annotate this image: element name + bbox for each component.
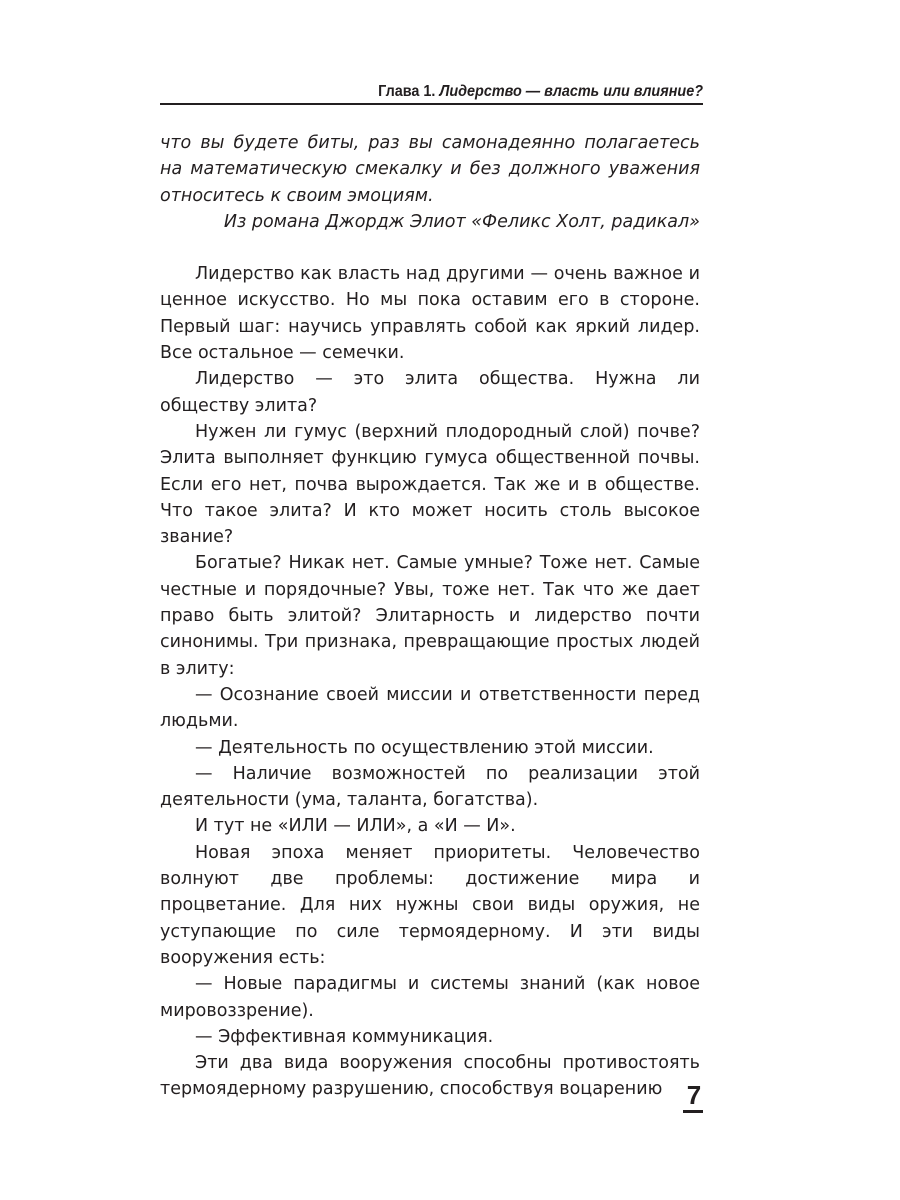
list-item: — Новые парадигмы и системы знаний (как новое мировоззрение).	[160, 974, 700, 1021]
header-rule	[160, 103, 703, 105]
epigraph-text: что вы будете биты, раз вы самонадеянно полагаетесь на математическую смекалку и без должного уважения относитесь к своим эмоциям.	[160, 133, 700, 206]
paragraph: Эти два вида вооружения способны противостоять термоядерному разрушению, способствуя воцарению	[160, 1053, 700, 1100]
list-item: — Эффективная коммуникация.	[195, 1026, 494, 1047]
page-body	[160, 130, 700, 1103]
running-header	[214, 82, 703, 102]
list-item: — Деятельность по осуществлению этой миссии.	[195, 737, 654, 758]
page-number-rule	[683, 1110, 703, 1113]
paragraph: Нужен ли гумус (верхний плодородный слой) почве? Элита выполняет функцию гумуса общественной почвы. Если его нет, почва вырождается. Так же и в обществе. Что такое элита? И кто может носить столь высокое звание?	[160, 421, 700, 548]
list-item: — Осознание своей миссии и ответственности перед людьми.	[160, 684, 700, 732]
header-title: Лидерство — власть или влияние?	[439, 83, 703, 100]
paragraph: Лидерство как власть над другими — очень важное и ценное искусство. Но мы пока оставим его в стороне. Первый шаг: научись управлять собой как яркий лидер. Все остальное — семечки.	[160, 264, 700, 364]
header-chapter: Глава 1.	[378, 83, 436, 100]
paragraph: И тут не «ИЛИ — ИЛИ», а «И — И».	[195, 816, 516, 837]
page-number: 7	[686, 1080, 702, 1110]
paragraph: Новая эпоха меняет приоритеты. Человечество волнуют две проблемы: достижение мира и процветание. Для них нужны свои виды оружия, не уступающие по силе термоядерному. И эти виды вооружения есть:	[160, 842, 700, 968]
epigraph-source: Из романа Джордж Элиот «Феликс Холт, радикал»	[223, 211, 700, 232]
paragraph: Богатые? Никак нет. Самые умные? Тоже нет. Самые честные и порядочные? Увы, тоже нет. Так что же дает право быть элитой? Элитарность и лидерство почти синонимы. Три признака, превращающие простых людей в элиту:	[160, 553, 700, 679]
list-item: — Наличие возможностей по реализации этой деятельности (ума, таланта, богатства).	[160, 763, 700, 811]
paragraph: Лидерство — это элита общества. Нужна ли обществу элита?	[160, 369, 700, 416]
